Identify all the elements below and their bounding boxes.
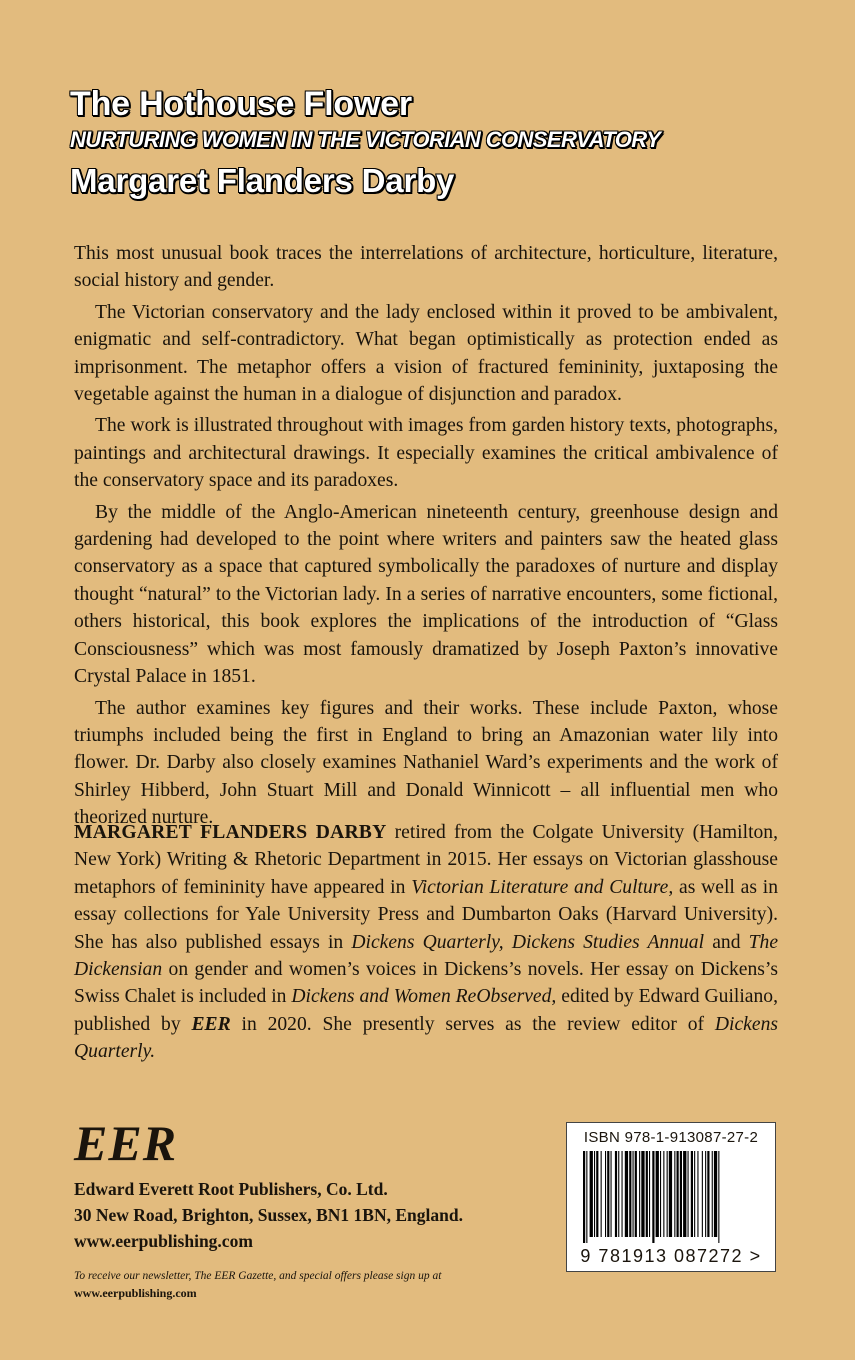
barcode-bar	[601, 1151, 602, 1237]
book-title: The Hothouse Flower	[70, 85, 412, 123]
barcode-bar	[712, 1151, 713, 1237]
bio-author-name: MARGARET FLANDERS DARBY	[74, 822, 387, 843]
publisher-website: www.eerpublishing.com	[74, 1231, 253, 1251]
barcode-bar	[633, 1151, 634, 1237]
barcode-bars	[579, 1151, 763, 1243]
barcode-bar	[691, 1151, 693, 1237]
bio-text: as well as in essay collections for Yale University Press and Dumbarton Oaks (Harvard University). She has also published essays in	[74, 876, 779, 953]
barcode-bar	[607, 1151, 609, 1237]
barcode-bar	[649, 1151, 650, 1237]
barcode-bar	[605, 1151, 606, 1237]
barcode-bar	[680, 1151, 682, 1237]
bio-title: Victorian Literature and Culture,	[411, 876, 674, 898]
barcode-bar	[646, 1151, 648, 1237]
book-author: Margaret Flanders Darby	[70, 162, 455, 199]
barcode-bar	[702, 1151, 703, 1237]
publisher-address: 30 New Road, Brighton, Sussex, BN1 1BN, England.	[74, 1205, 463, 1225]
blurb-paragraph: The Victorian conservatory and the lady enclosed within it proved to be ambivalent, enigmatic and self-contradictory. What began optimistically as protection ended as imprisonment. The metaphor offers a vision of fractured femininity, juxtaposing the vegetable against the human in a dialogue of disjunction and paradox.	[74, 301, 778, 406]
barcode-bar	[615, 1151, 617, 1237]
publisher-info	[74, 1115, 594, 1301]
bio-title: Dickens Quarterly, Dickens Studies Annual	[351, 931, 705, 953]
isbn-label: ISBN 978-1-913087-27-2	[583, 1129, 759, 1146]
bio-text: in 2020. She presently serves as the review editor of	[230, 1013, 715, 1035]
barcode-bar	[660, 1151, 661, 1237]
barcode-bar	[618, 1151, 619, 1237]
barcode-bar	[590, 1151, 593, 1237]
cover-heading	[70, 84, 810, 204]
barcode-bar	[594, 1151, 595, 1237]
publisher-logo: EER	[74, 1115, 178, 1171]
newsletter-note: To receive our newsletter, The EER Gazette, and special offers please sign up at	[74, 1270, 442, 1282]
barcode-bar	[586, 1151, 587, 1243]
blurb-paragraph: The author examines key figures and their works. These include Paxton, whose triumphs included being the first in England to bring an Amazonian water lily into flower. Dr. Darby also closely examines Nathaniel Ward’s experiments and the work of Shirley Hibberd, John Stuart Mill and Donald Winnicott – all influential men who theorized nurture.	[74, 697, 778, 829]
bio-title: Dickens Quarterly.	[74, 1013, 778, 1063]
barcode-bar	[635, 1151, 637, 1237]
bio-publisher: EER	[191, 1013, 231, 1035]
barcode-bar	[714, 1151, 717, 1237]
barcode-bar	[705, 1151, 706, 1237]
barcode-digits: 9 781913 087272 >	[580, 1246, 762, 1266]
barcode-bar	[629, 1151, 631, 1237]
bio-text: on gender and women’s voices in Dickens’s novels. Her essay on Dickens’s Swiss Chalet is included in	[74, 959, 778, 1008]
barcode-bar	[718, 1151, 719, 1243]
barcode-bar	[677, 1151, 679, 1237]
blurb-paragraph: This most unusual book traces the interrelations of architecture, horticulture, literature, social history and gender.	[74, 243, 778, 292]
book-subtitle: NURTURING WOMEN IN THE VICTORIAN CONSERVATORY	[70, 127, 661, 152]
barcode-bar	[656, 1151, 659, 1237]
barcode-bar	[688, 1151, 689, 1237]
bio-title: Dickens and Women ReObserved,	[291, 986, 557, 1008]
blurb-paragraph: By the middle of the Anglo-American nineteenth century, greenhouse design and gardening had developed to the point where writers and painters saw the heated glass conservatory as a space that captured symbolically the paradoxes of nurture and display thought “natural” to the Victorian lady. In a series of narrative encounters, some fictional, others historical, this book explores the implications of the introduction of “Glass Consciousness” which was most famously dramatized by Joseph Paxton’s innovative Crystal Palace in 1851.	[74, 501, 778, 688]
barcode-bar	[652, 1151, 654, 1243]
barcode-bar	[669, 1151, 672, 1237]
barcode-bar	[641, 1151, 644, 1237]
publisher-name: Edward Everett Root Publishers, Co. Ltd.	[74, 1179, 388, 1199]
isbn-barcode	[566, 1122, 776, 1272]
newsletter-url: www.eerpublishing.com	[74, 1286, 197, 1300]
barcode-bar	[707, 1151, 709, 1237]
barcode-bar	[674, 1151, 675, 1237]
barcode-bar	[697, 1151, 698, 1237]
barcode-bar	[663, 1151, 664, 1237]
book-blurb	[74, 240, 778, 836]
barcode-bar	[596, 1151, 598, 1237]
bio-text: retired from the Colgate University (Hamilton, New York) Writing & Rhetoric Department in 2015. Her essays on Victorian glasshouse metaphors of femininity have appeared in	[74, 822, 778, 898]
barcode-bar	[625, 1151, 628, 1237]
author-bio	[74, 819, 778, 1066]
barcode-bar	[622, 1151, 623, 1237]
barcode-bar	[694, 1151, 695, 1237]
barcode-bar	[667, 1151, 668, 1237]
blurb-paragraph: The work is illustrated throughout with images from garden history texts, photographs, paintings and architectural drawings. It especially examines the critical ambivalence of the conservatory space and its paradoxes.	[74, 415, 778, 492]
bio-title: The Dickensian	[74, 931, 779, 981]
bio-text: edited by Edward Guiliano, published by	[74, 986, 778, 1035]
barcode-bar	[611, 1151, 612, 1237]
barcode-bar	[683, 1151, 686, 1237]
barcode-bar	[583, 1151, 585, 1243]
bio-text: and	[704, 931, 749, 953]
barcode-bar	[639, 1151, 640, 1237]
